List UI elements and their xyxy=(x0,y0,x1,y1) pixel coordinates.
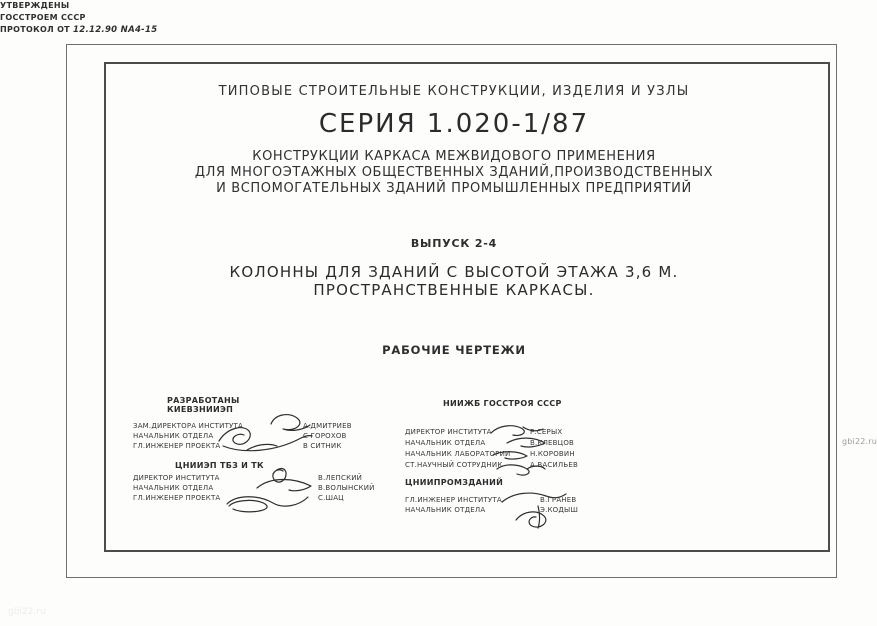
signatory-row xyxy=(133,431,352,441)
signatory-name: Э.КОДЫШ xyxy=(540,506,579,514)
signatory-role: НАЧАЛЬНИК ЛАБОРАТОРИИ xyxy=(405,450,511,458)
signatory-name: В.ЛЕПСКИЙ xyxy=(318,474,363,482)
signatory-name: Н.КОРОВИН xyxy=(530,450,575,458)
org-name-tbz: ЦНИИЭП ТБЗ И ТК xyxy=(175,461,264,470)
subtitle-line: ДЛЯ МНОГОЭТАЖНЫХ ОБЩЕСТВЕННЫХ ЗДАНИЙ,ПРОИЗВОДСТВЕННЫХ xyxy=(194,165,714,180)
approved-block xyxy=(0,0,877,36)
faded-watermark: gbi22.ru xyxy=(8,607,46,617)
signatory-role: НАЧАЛЬНИК ОТДЕЛА xyxy=(405,506,486,514)
org-block-tbz xyxy=(133,461,375,503)
signatory-name: С.ШАЦ xyxy=(318,494,344,502)
signatory-row xyxy=(405,495,578,505)
signatory-row xyxy=(133,441,352,451)
signatory-name: А.ВАСИЛЬЕВ xyxy=(530,461,579,469)
signatory-role: ДИРЕКТОР ИНСТИТУТА xyxy=(405,428,492,436)
signatory-rows xyxy=(405,427,578,471)
subtitle-block xyxy=(104,149,804,197)
signatory-name: А.ДМИТРИЕВ xyxy=(303,422,352,430)
org-name-kievzniiep: КИЕВЗНИИЭП xyxy=(167,405,234,414)
signatory-row xyxy=(133,421,352,431)
org-block-promzdanii xyxy=(405,478,578,515)
signatory-role: НАЧАЛЬНИК ОТДЕЛА xyxy=(133,432,214,440)
approved-line: ГОССТРОЕМ СССР xyxy=(0,13,86,22)
signatory-rows xyxy=(405,495,578,515)
signatory-row xyxy=(405,505,578,515)
signatory-role: ГЛ.ИНЖЕНЕР ПРОЕКТА xyxy=(133,494,221,502)
signatory-name: В.ГРАНЕВ xyxy=(540,496,577,504)
subtitle-line: И ВСПОМОГАТЕЛЬНЫХ ЗДАНИЙ ПРОМЫШЛЕННЫХ ПРЕДПРИЯТИЙ xyxy=(216,181,692,196)
signatory-row xyxy=(405,460,578,471)
signatory-name: С ГОРОХОВ xyxy=(303,432,347,440)
signatory-row xyxy=(133,483,375,493)
signatory-name: В.КЛЕВЦОВ xyxy=(530,439,575,447)
signatory-row xyxy=(133,473,375,483)
org-name-niizhb: НИИЖБ ГОССТРОЯ СССР xyxy=(443,399,562,408)
document-category-line: ТИПОВЫЕ СТРОИТЕЛЬНЫЕ КОНСТРУКЦИИ, ИЗДЕЛИЯ И УЗЛЫ xyxy=(218,84,690,99)
protocol-label: ПРОТОКОЛ ОТ xyxy=(0,25,70,34)
volume-title-line: КОЛОННЫ ДЛЯ ЗДАНИЙ С ВЫСОТОЙ ЭТАЖА 3,6 М. xyxy=(229,263,679,281)
approved-line: УТВЕРЖДЕНЫ xyxy=(0,1,70,10)
signatory-role: СТ.НАУЧНЫЙ СОТРУДНИК xyxy=(405,461,503,469)
signatory-role: ГЛ.ИНЖЕНЕР ПРОЕКТА xyxy=(133,442,221,450)
signatory-row xyxy=(405,438,578,449)
org-name-promzdanii: ЦНИИПРОМЗДАНИЙ xyxy=(405,478,504,487)
volume-title-line: ПРОСТРАНСТВЕННЫЕ КАРКАСЫ. xyxy=(313,281,595,299)
signatory-name: В.ВОЛЫНСКИЙ xyxy=(318,484,375,492)
developed-heading: РАЗРАБОТАНЫ xyxy=(167,396,240,405)
signatory-name: В СИТНИК xyxy=(303,442,342,450)
issue-label: ВЫПУСК 2-4 xyxy=(410,237,498,250)
signatory-role: НАЧАЛЬНИК ОТДЕЛА xyxy=(405,439,486,447)
signatory-role: ЗАМ.ДИРЕКТОРА ИНСТИТУТА xyxy=(133,422,243,430)
protocol-number: 12.12.90 NА4-15 xyxy=(73,25,158,35)
series-title: СЕРИЯ 1.020-1/87 xyxy=(318,109,590,139)
signatory-name: Р.СЕРЫХ xyxy=(530,428,563,436)
protocol-line xyxy=(0,24,877,36)
signatory-role: ДИРЕКТОР ИНСТИТУТА xyxy=(133,474,220,482)
signatory-row xyxy=(405,449,578,460)
signatory-role: ГЛ.ИНЖЕНЕР ИНСТИТУТА xyxy=(405,496,502,504)
volume-title-block xyxy=(104,263,804,299)
site-watermark: gbi22.ru xyxy=(842,437,877,446)
signatory-row xyxy=(405,427,578,438)
signatory-role: НАЧАЛЬНИК ОТДЕЛА xyxy=(133,484,214,492)
doc-type-label: РАБОЧИЕ ЧЕРТЕЖИ xyxy=(382,343,526,357)
subtitle-line: КОНСТРУКЦИИ КАРКАСА МЕЖВИДОВОГО ПРИМЕНЕНИЯ xyxy=(252,149,656,164)
signatory-row xyxy=(133,493,375,503)
signatory-rows xyxy=(133,473,375,503)
signatory-rows xyxy=(133,421,352,451)
org-block-kievzniiep xyxy=(133,396,352,451)
org-block-niizhb xyxy=(405,399,578,471)
